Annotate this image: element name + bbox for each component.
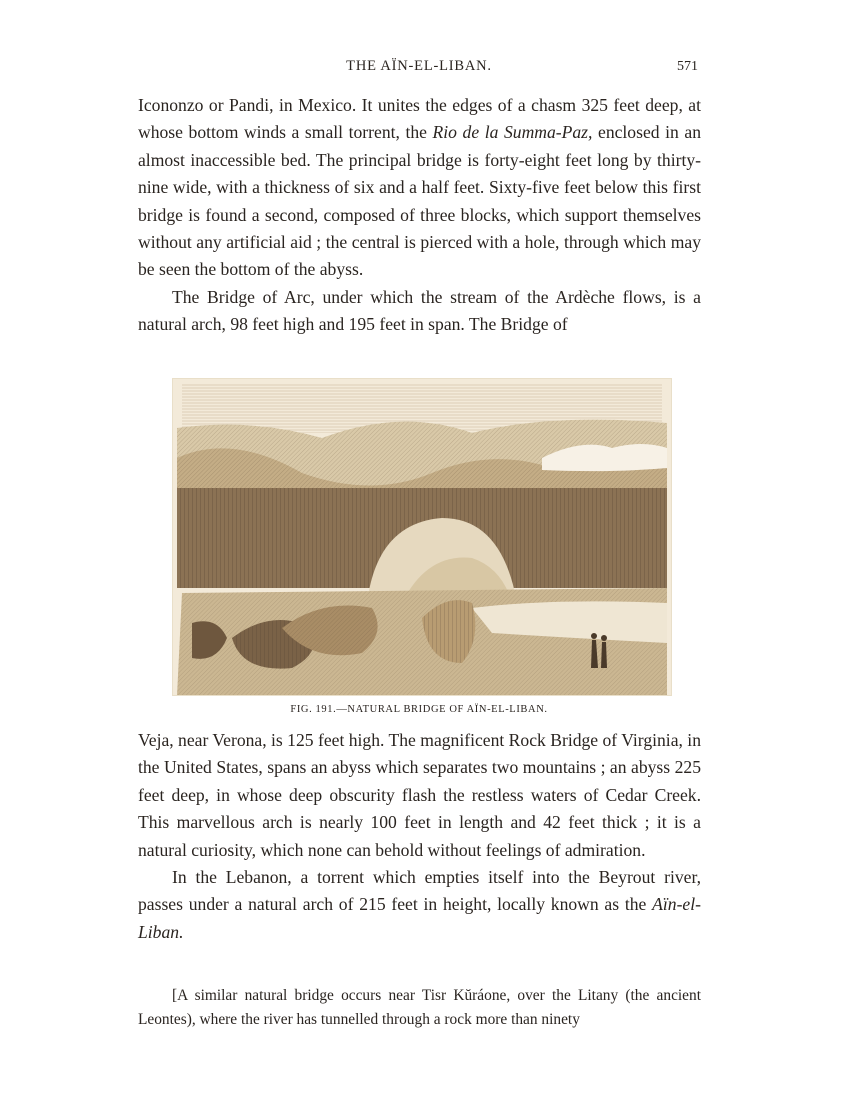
paragraph-1-part-a: Icononzo or Pandi, in Mexico. It unites the edges of a chasm 325 feet deep, at whose bottom winds a small torrent, the (138, 95, 701, 143)
figure-caption: FIG. 191.—NATURAL BRIDGE OF AÏN-EL-LIBAN. (290, 704, 548, 715)
paragraph-4-part-a: In the Lebanon, a torrent which empties itself into the Beyrout river, passes under a natural arch of 215 feet in height, locally known as the (138, 867, 701, 915)
engraving-illustration (172, 378, 672, 696)
running-title: THE AÏN-EL-LIBAN. (346, 58, 492, 74)
text-block-bottom (138, 727, 701, 946)
paragraph-4 (138, 864, 701, 946)
place-name-italic: Aïn-el-Liban. (138, 894, 701, 942)
paragraph-3: Veja, near Verona, is 125 feet high. The magnificent Rock Bridge of Virginia, in the United States, spans an abyss which separates two mountains ; an abyss 225 feet deep, in whose deep obscurity flash the restless waters of Cedar Creek. This marvellous arch is nearly 100 feet in length and 42 feet thick ; it is a natural curiosity, which none can behold without feelings of admiration. (138, 730, 701, 860)
paragraph-2: The Bridge of Arc, under which the stream of the Ardèche flows, is a natural arch, 98 feet high and 195 feet in span. The Bridge of (138, 286, 701, 335)
river-name-italic: Rio de la Summa-Paz, (432, 122, 593, 143)
paragraph-1-part-b: enclosed in an almost inaccessible bed. The principal bridge is forty-eight feet long by thirty-nine wide, with a thickness of six and a half feet. Sixty-five feet below this first bridge is found a second, composed of three blocks, which support themselves without any artificial aid ; the central is pierced with a hole, through which may be seen the bottom of the abyss. (138, 122, 701, 280)
paragraph-1 (138, 92, 701, 284)
editor-note-text: [A similar natural bridge occurs near Tisr Kŭráone, over the Litany (the ancient Leontes), where the river has tunnelled through a rock more than ninety (138, 987, 701, 1028)
text-block-top (138, 92, 701, 339)
editor-note (138, 984, 701, 1031)
running-header (138, 56, 700, 78)
page-number: 571 (677, 59, 698, 74)
engraving-natural-bridge (172, 378, 672, 696)
